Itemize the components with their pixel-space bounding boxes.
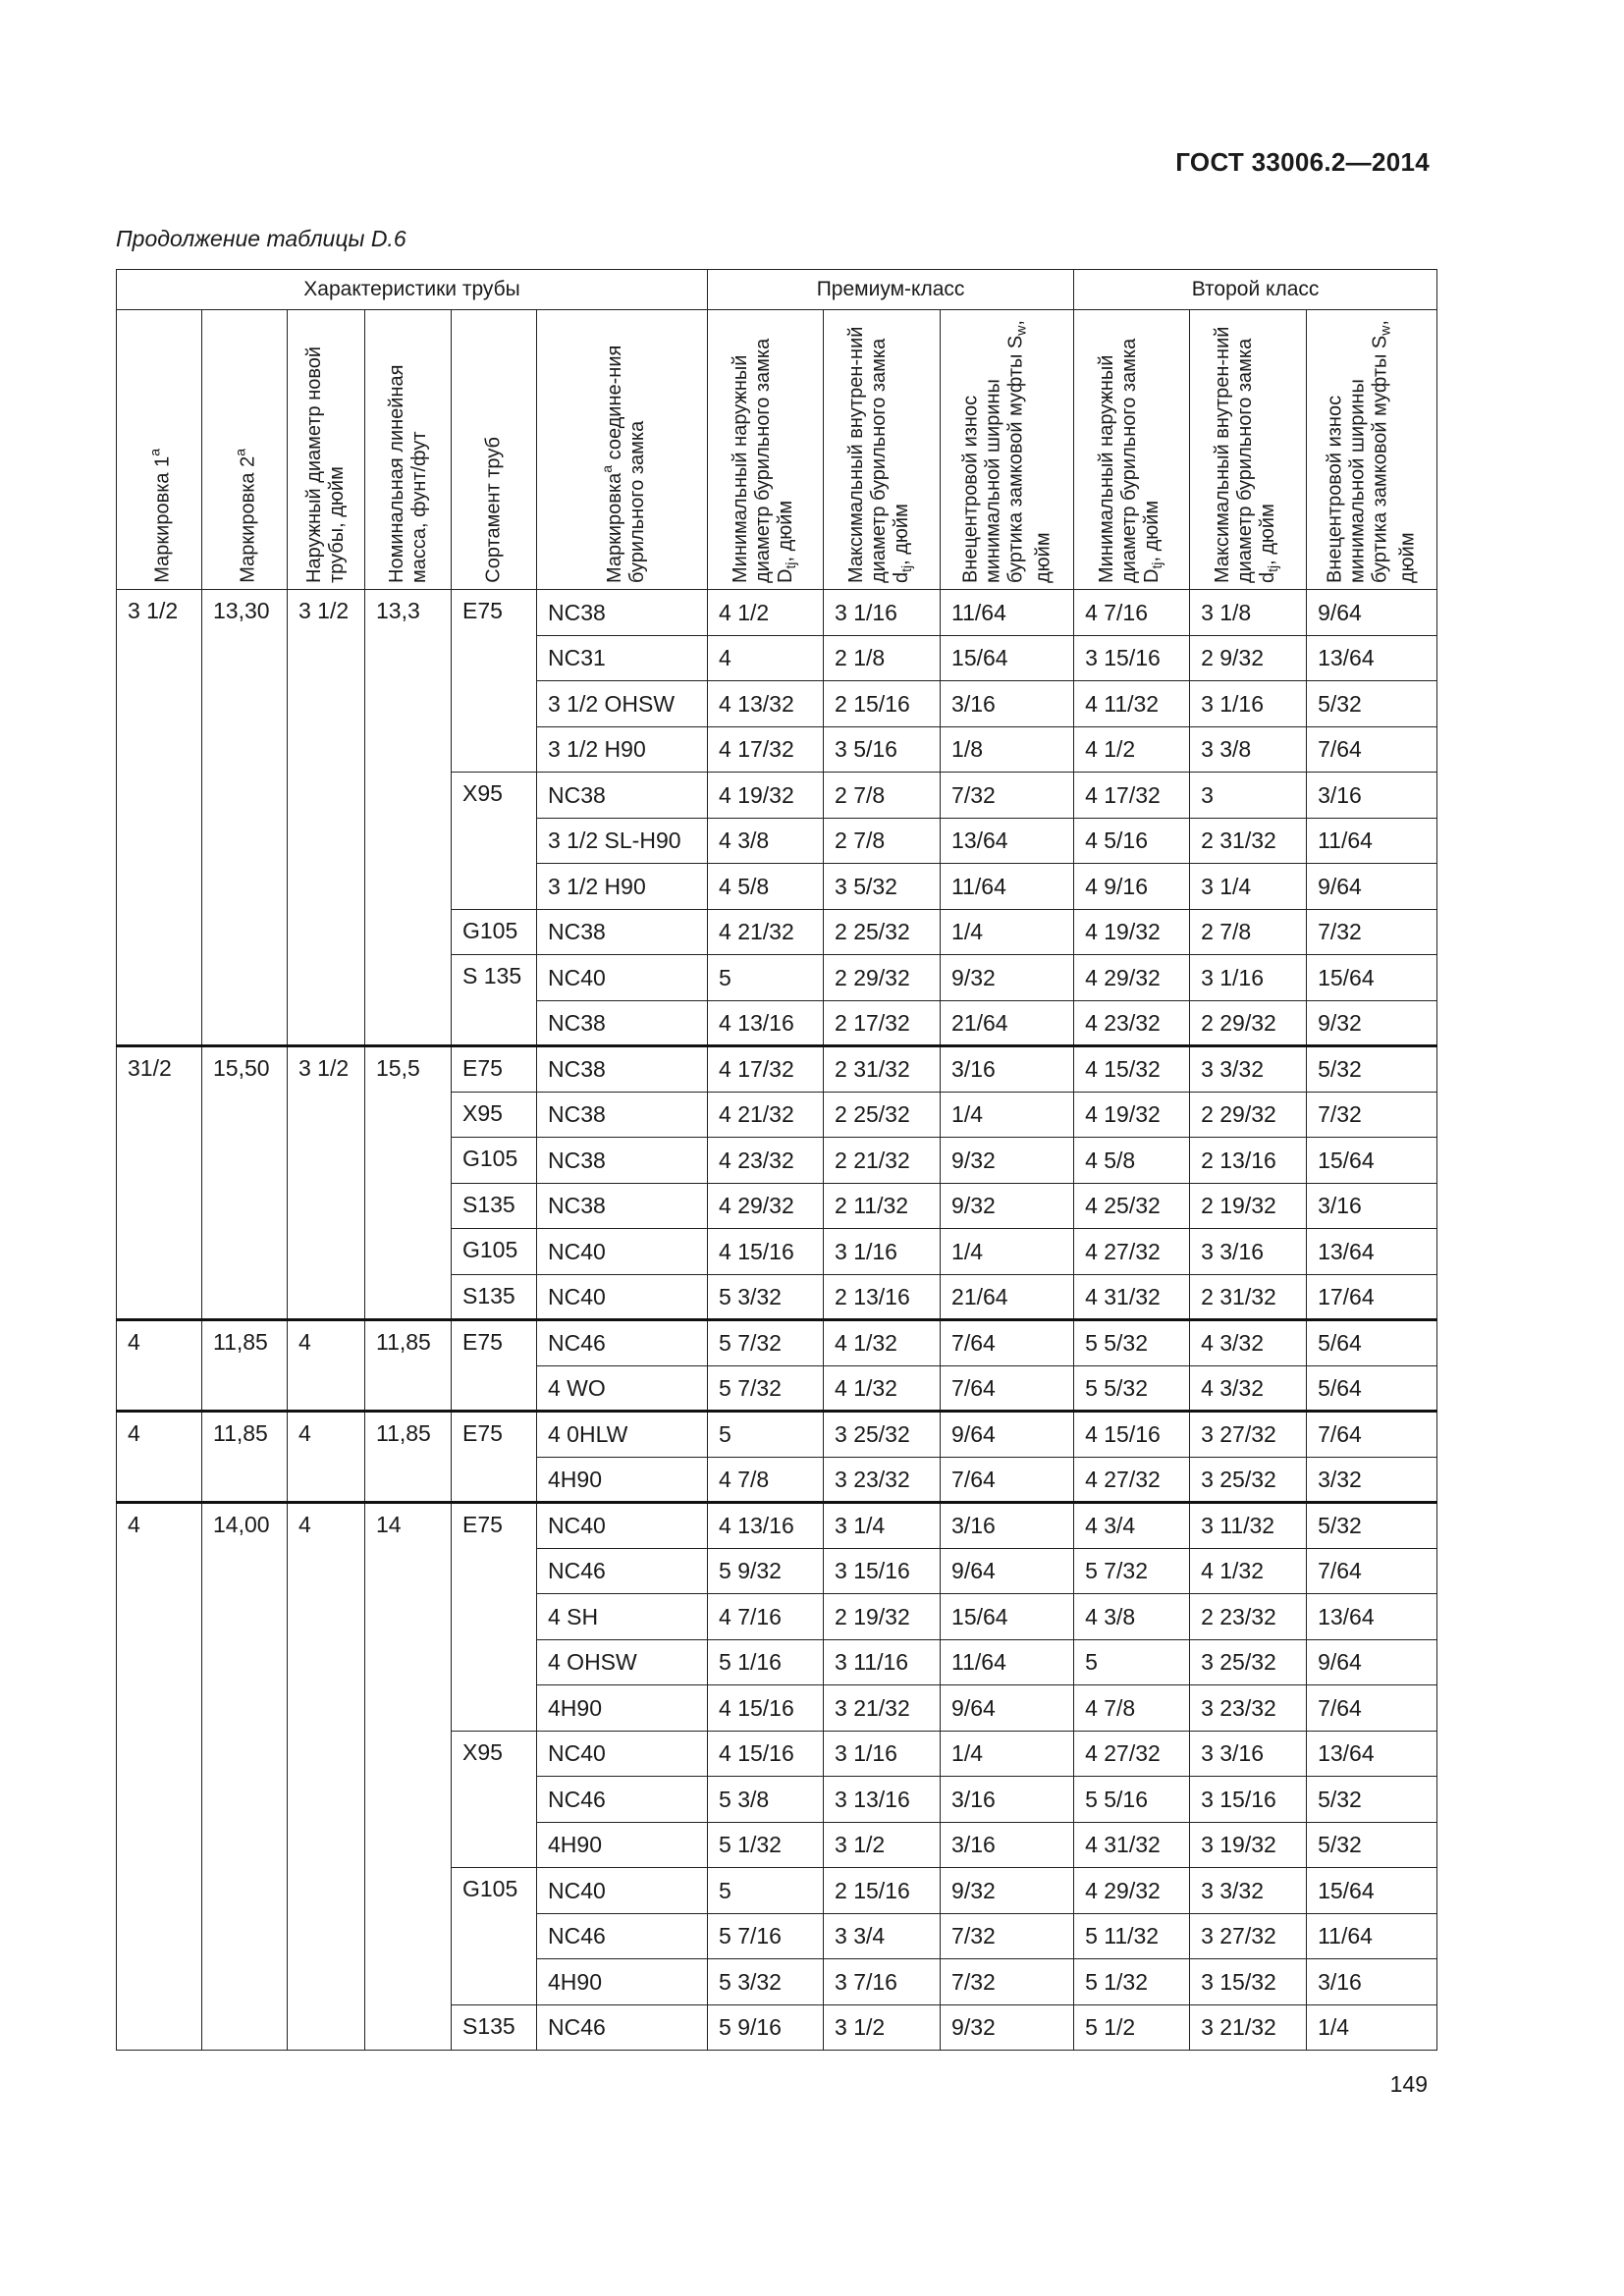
premium-max-id-cell: 3 21/32 — [824, 1685, 941, 1732]
second-min-od-cell: 4 1/2 — [1074, 726, 1190, 773]
premium-wear-cell: 3/16 — [941, 1777, 1074, 1823]
premium-min-od-cell: 4 29/32 — [708, 1183, 824, 1229]
pipe-od-cell: 3 1/2 — [288, 590, 365, 1046]
pipe-mark1-cell: 4 — [117, 1503, 202, 2051]
grade-cell: E75 — [452, 1320, 537, 1412]
connection-cell: 3 1/2 H90 — [537, 726, 708, 773]
second-min-od-cell: 4 31/32 — [1074, 1274, 1190, 1320]
premium-wear-cell: 13/64 — [941, 818, 1074, 864]
premium-wear-cell: 11/64 — [941, 1639, 1074, 1685]
premium-min-od-cell: 4 21/32 — [708, 909, 824, 955]
premium-wear-cell: 9/32 — [941, 1138, 1074, 1184]
premium-max-id-cell: 3 1/2 — [824, 1822, 941, 1868]
premium-wear-cell: 9/64 — [941, 1412, 1074, 1458]
connection-cell: NC38 — [537, 1046, 708, 1093]
second-min-od-cell: 5 5/16 — [1074, 1777, 1190, 1823]
page-number: 149 — [1389, 2071, 1428, 2097]
premium-wear-cell: 3/16 — [941, 1046, 1074, 1093]
premium-wear-cell: 9/32 — [941, 1868, 1074, 1914]
col-header-mass: Номинальная линейная масса, фунт/фут — [365, 310, 452, 590]
premium-min-od-cell: 4 13/16 — [708, 1000, 824, 1046]
second-min-od-cell: 5 1/2 — [1074, 2004, 1190, 2051]
second-max-id-cell: 3 21/32 — [1190, 2004, 1307, 2051]
premium-min-od-cell: 5 3/32 — [708, 1959, 824, 2005]
second-min-od-cell: 4 29/32 — [1074, 1868, 1190, 1914]
premium-wear-cell: 9/32 — [941, 955, 1074, 1001]
premium-wear-cell: 1/4 — [941, 1229, 1074, 1275]
premium-max-id-cell: 2 29/32 — [824, 955, 941, 1001]
second-max-id-cell: 2 9/32 — [1190, 635, 1307, 681]
pipe-mark1-cell: 31/2 — [117, 1046, 202, 1320]
second-wear-cell: 5/32 — [1307, 1822, 1437, 1868]
premium-max-id-cell: 2 21/32 — [824, 1138, 941, 1184]
second-max-id-cell: 3 15/32 — [1190, 1959, 1307, 2005]
grade-cell: G105 — [452, 1138, 537, 1184]
pipe-mark2-cell: 11,85 — [202, 1320, 288, 1412]
grade-cell: S135 — [452, 1183, 537, 1229]
col-header-grade: Сортамент труб — [452, 310, 537, 590]
second-min-od-cell: 4 9/16 — [1074, 864, 1190, 910]
col-header-second-min-od: Минимальный наружный диаметр бурильного замка $D_{tj}$, дюйм — [1074, 310, 1190, 590]
connection-cell: 4H90 — [537, 1685, 708, 1732]
premium-min-od-cell: 4 17/32 — [708, 1046, 824, 1093]
second-min-od-cell: 4 3/8 — [1074, 1594, 1190, 1640]
pipe-mark1-cell: 4 — [117, 1412, 202, 1503]
grade-cell: X95 — [452, 1731, 537, 1868]
premium-min-od-cell: 4 13/16 — [708, 1503, 824, 1549]
connection-cell: NC40 — [537, 1868, 708, 1914]
connection-cell: 4H90 — [537, 1822, 708, 1868]
premium-min-od-cell: 4 7/16 — [708, 1594, 824, 1640]
premium-min-od-cell: 4 7/8 — [708, 1457, 824, 1503]
table-row — [117, 1503, 1437, 1549]
second-wear-cell: 15/64 — [1307, 1138, 1437, 1184]
connection-cell: NC38 — [537, 1092, 708, 1138]
second-wear-cell: 5/32 — [1307, 1046, 1437, 1093]
col-header-connection: Маркировка$^а$ соедине-ния бурильного замка — [537, 310, 708, 590]
premium-wear-cell: 9/64 — [941, 1685, 1074, 1732]
second-min-od-cell: 4 7/16 — [1074, 590, 1190, 636]
connection-cell: 3 1/2 H90 — [537, 864, 708, 910]
second-min-od-cell: 4 17/32 — [1074, 773, 1190, 819]
second-min-od-cell: 3 15/16 — [1074, 635, 1190, 681]
second-max-id-cell: 3 3/8 — [1190, 726, 1307, 773]
second-min-od-cell: 4 19/32 — [1074, 1092, 1190, 1138]
pipe-mark2-cell: 11,85 — [202, 1412, 288, 1503]
second-min-od-cell: 4 3/4 — [1074, 1503, 1190, 1549]
second-wear-cell: 11/64 — [1307, 1913, 1437, 1959]
grade-cell: X95 — [452, 1092, 537, 1138]
second-max-id-cell: 3 15/16 — [1190, 1777, 1307, 1823]
connection-cell: NC40 — [537, 1274, 708, 1320]
table-row — [117, 590, 1437, 636]
connection-cell: NC46 — [537, 1320, 708, 1366]
second-wear-cell: 13/64 — [1307, 1594, 1437, 1640]
premium-max-id-cell: 3 3/4 — [824, 1913, 941, 1959]
premium-min-od-cell: 4 5/8 — [708, 864, 824, 910]
second-min-od-cell: 5 1/32 — [1074, 1959, 1190, 2005]
connection-cell: NC38 — [537, 1183, 708, 1229]
premium-max-id-cell: 3 5/32 — [824, 864, 941, 910]
second-max-id-cell: 3 1/8 — [1190, 590, 1307, 636]
connection-cell: NC38 — [537, 590, 708, 636]
table-row — [117, 1320, 1437, 1366]
premium-wear-cell: 21/64 — [941, 1274, 1074, 1320]
premium-min-od-cell: 5 9/16 — [708, 2004, 824, 2051]
premium-max-id-cell: 3 1/4 — [824, 1503, 941, 1549]
second-max-id-cell: 3 1/16 — [1190, 955, 1307, 1001]
premium-wear-cell: 1/4 — [941, 909, 1074, 955]
premium-max-id-cell: 2 13/16 — [824, 1274, 941, 1320]
grade-cell: G105 — [452, 1229, 537, 1275]
second-wear-cell: 7/32 — [1307, 1092, 1437, 1138]
premium-max-id-cell: 3 11/16 — [824, 1639, 941, 1685]
second-min-od-cell: 4 25/32 — [1074, 1183, 1190, 1229]
premium-wear-cell: 11/64 — [941, 590, 1074, 636]
second-min-od-cell: 4 19/32 — [1074, 909, 1190, 955]
second-min-od-cell: 4 5/8 — [1074, 1138, 1190, 1184]
premium-max-id-cell: 2 15/16 — [824, 681, 941, 727]
second-max-id-cell: 3 3/32 — [1190, 1868, 1307, 1914]
second-min-od-cell: 4 5/16 — [1074, 818, 1190, 864]
second-max-id-cell: 4 3/32 — [1190, 1320, 1307, 1366]
premium-max-id-cell: 3 1/16 — [824, 590, 941, 636]
second-wear-cell: 1/4 — [1307, 2004, 1437, 2051]
premium-max-id-cell: 2 11/32 — [824, 1183, 941, 1229]
drill-pipe-table — [116, 269, 1437, 2051]
premium-min-od-cell: 5 7/32 — [708, 1320, 824, 1366]
connection-cell: NC38 — [537, 1000, 708, 1046]
second-wear-cell: 7/64 — [1307, 1412, 1437, 1458]
premium-max-id-cell: 2 15/16 — [824, 1868, 941, 1914]
second-wear-cell: 15/64 — [1307, 1868, 1437, 1914]
group-header-premium: Премиум-класс — [708, 270, 1074, 310]
pipe-mark2-cell: 14,00 — [202, 1503, 288, 2051]
pipe-mass-cell: 11,85 — [365, 1320, 452, 1412]
grade-cell: S135 — [452, 2004, 537, 2051]
grade-cell: G105 — [452, 1868, 537, 2005]
connection-cell: NC46 — [537, 1548, 708, 1594]
premium-max-id-cell: 2 7/8 — [824, 818, 941, 864]
premium-min-od-cell: 4 15/16 — [708, 1731, 824, 1777]
premium-min-od-cell: 5 7/16 — [708, 1913, 824, 1959]
table-caption: Продолжение таблицы D.6 — [116, 226, 406, 251]
premium-min-od-cell: 5 3/32 — [708, 1274, 824, 1320]
connection-cell: NC31 — [537, 635, 708, 681]
premium-max-id-cell: 3 25/32 — [824, 1412, 941, 1458]
premium-wear-cell: 3/16 — [941, 681, 1074, 727]
pipe-od-cell: 4 — [288, 1503, 365, 2051]
connection-cell: NC40 — [537, 955, 708, 1001]
premium-wear-cell: 15/64 — [941, 635, 1074, 681]
connection-cell: NC38 — [537, 773, 708, 819]
premium-wear-cell: 9/32 — [941, 1183, 1074, 1229]
grade-cell: G105 — [452, 909, 537, 955]
col-header-second-wear: Внецентровой износ минимальной ширины буртика замковой муфты $S_w$, дюйм — [1307, 310, 1437, 590]
premium-max-id-cell: 4 1/32 — [824, 1365, 941, 1412]
table-row — [117, 1046, 1437, 1093]
second-wear-cell: 7/32 — [1307, 909, 1437, 955]
premium-wear-cell: 3/16 — [941, 1822, 1074, 1868]
grade-cell: E75 — [452, 590, 537, 773]
premium-wear-cell: 21/64 — [941, 1000, 1074, 1046]
connection-cell: NC40 — [537, 1229, 708, 1275]
premium-max-id-cell: 3 1/16 — [824, 1731, 941, 1777]
premium-wear-cell: 9/64 — [941, 1548, 1074, 1594]
pipe-mark2-cell: 15,50 — [202, 1046, 288, 1320]
second-wear-cell: 3/16 — [1307, 1959, 1437, 2005]
premium-min-od-cell: 5 7/32 — [708, 1365, 824, 1412]
connection-cell: 4 SH — [537, 1594, 708, 1640]
connection-cell: NC46 — [537, 1777, 708, 1823]
pipe-mark1-cell: 3 1/2 — [117, 590, 202, 1046]
premium-max-id-cell: 3 13/16 — [824, 1777, 941, 1823]
premium-max-id-cell: 2 25/32 — [824, 1092, 941, 1138]
second-max-id-cell: 3 — [1190, 773, 1307, 819]
pipe-mass-cell: 15,5 — [365, 1046, 452, 1320]
second-max-id-cell: 4 3/32 — [1190, 1365, 1307, 1412]
connection-cell: 4 OHSW — [537, 1639, 708, 1685]
connection-cell: 4H90 — [537, 1457, 708, 1503]
second-wear-cell: 13/64 — [1307, 635, 1437, 681]
premium-wear-cell: 1/8 — [941, 726, 1074, 773]
second-max-id-cell: 3 27/32 — [1190, 1913, 1307, 1959]
premium-min-od-cell: 4 13/32 — [708, 681, 824, 727]
second-wear-cell: 5/32 — [1307, 1503, 1437, 1549]
premium-wear-cell: 9/32 — [941, 2004, 1074, 2051]
second-wear-cell: 9/32 — [1307, 1000, 1437, 1046]
premium-min-od-cell: 4 — [708, 635, 824, 681]
connection-cell: 3 1/2 SL-H90 — [537, 818, 708, 864]
second-max-id-cell: 3 25/32 — [1190, 1639, 1307, 1685]
second-wear-cell: 5/64 — [1307, 1320, 1437, 1366]
second-max-id-cell: 2 29/32 — [1190, 1000, 1307, 1046]
connection-cell: 4H90 — [537, 1959, 708, 2005]
col-header-premium-max-id: Максимальный внутрен-ний диаметр бурильного замка $d_{tj}$, дюйм — [824, 310, 941, 590]
connection-cell: NC40 — [537, 1731, 708, 1777]
second-max-id-cell: 3 1/4 — [1190, 864, 1307, 910]
premium-max-id-cell: 2 1/8 — [824, 635, 941, 681]
pipe-mass-cell: 13,3 — [365, 590, 452, 1046]
connection-cell: NC46 — [537, 1913, 708, 1959]
second-max-id-cell: 3 25/32 — [1190, 1457, 1307, 1503]
premium-max-id-cell: 3 1/2 — [824, 2004, 941, 2051]
second-min-od-cell: 4 27/32 — [1074, 1731, 1190, 1777]
second-min-od-cell: 4 7/8 — [1074, 1685, 1190, 1732]
second-wear-cell: 9/64 — [1307, 590, 1437, 636]
pipe-mass-cell: 11,85 — [365, 1412, 452, 1503]
second-min-od-cell: 5 5/32 — [1074, 1365, 1190, 1412]
premium-min-od-cell: 5 1/16 — [708, 1639, 824, 1685]
premium-max-id-cell: 2 7/8 — [824, 773, 941, 819]
col-header-premium-wear: Внецентровой износ минимальной ширины буртика замковой муфты $S_w$, дюйм — [941, 310, 1074, 590]
connection-cell: 4 0HLW — [537, 1412, 708, 1458]
second-max-id-cell: 3 27/32 — [1190, 1412, 1307, 1458]
second-wear-cell: 9/64 — [1307, 1639, 1437, 1685]
second-wear-cell: 3/16 — [1307, 1183, 1437, 1229]
col-header-od: Наружный диаметр новой трубы, дюйм — [288, 310, 365, 590]
second-min-od-cell: 5 11/32 — [1074, 1913, 1190, 1959]
second-wear-cell: 13/64 — [1307, 1731, 1437, 1777]
col-header-second-max-id: Максимальный внутрен-ний диаметр бурильного замка $d_{tj}$, дюйм — [1190, 310, 1307, 590]
second-min-od-cell: 4 23/32 — [1074, 1000, 1190, 1046]
premium-wear-cell: 7/64 — [941, 1365, 1074, 1412]
second-wear-cell: 3/16 — [1307, 773, 1437, 819]
second-max-id-cell: 2 7/8 — [1190, 909, 1307, 955]
premium-min-od-cell: 5 — [708, 955, 824, 1001]
second-wear-cell: 3/32 — [1307, 1457, 1437, 1503]
group-header-pipe: Характеристики трубы — [117, 270, 708, 310]
premium-max-id-cell: 3 7/16 — [824, 1959, 941, 2005]
grade-cell: E75 — [452, 1503, 537, 1732]
premium-max-id-cell: 2 17/32 — [824, 1000, 941, 1046]
second-min-od-cell: 4 11/32 — [1074, 681, 1190, 727]
premium-wear-cell: 11/64 — [941, 864, 1074, 910]
col-header-mark2: Маркировка $2^а$ — [202, 310, 288, 590]
pipe-od-cell: 4 — [288, 1320, 365, 1412]
premium-min-od-cell: 5 — [708, 1868, 824, 1914]
pipe-mark2-cell: 13,30 — [202, 590, 288, 1046]
grade-cell: E75 — [452, 1046, 537, 1093]
premium-wear-cell: 3/16 — [941, 1503, 1074, 1549]
premium-max-id-cell: 3 1/16 — [824, 1229, 941, 1275]
second-wear-cell: 5/32 — [1307, 681, 1437, 727]
premium-min-od-cell: 5 1/32 — [708, 1822, 824, 1868]
premium-min-od-cell: 4 23/32 — [708, 1138, 824, 1184]
premium-wear-cell: 7/32 — [941, 773, 1074, 819]
grade-cell: E75 — [452, 1412, 537, 1503]
premium-max-id-cell: 2 19/32 — [824, 1594, 941, 1640]
premium-max-id-cell: 2 25/32 — [824, 909, 941, 955]
second-wear-cell: 7/64 — [1307, 1548, 1437, 1594]
premium-min-od-cell: 5 9/32 — [708, 1548, 824, 1594]
second-wear-cell: 7/64 — [1307, 1685, 1437, 1732]
connection-cell: NC40 — [537, 1503, 708, 1549]
second-wear-cell: 5/64 — [1307, 1365, 1437, 1412]
second-min-od-cell: 4 31/32 — [1074, 1822, 1190, 1868]
second-min-od-cell: 5 7/32 — [1074, 1548, 1190, 1594]
second-max-id-cell: 2 31/32 — [1190, 818, 1307, 864]
second-min-od-cell: 4 27/32 — [1074, 1229, 1190, 1275]
premium-wear-cell: 1/4 — [941, 1731, 1074, 1777]
second-wear-cell: 11/64 — [1307, 818, 1437, 864]
col-header-premium-min-od: Минимальный наружный диаметр бурильного замка $D_{tj}$, дюйм — [708, 310, 824, 590]
second-wear-cell: 17/64 — [1307, 1274, 1437, 1320]
pipe-od-cell: 3 1/2 — [288, 1046, 365, 1320]
second-max-id-cell: 3 11/32 — [1190, 1503, 1307, 1549]
second-min-od-cell: 4 15/16 — [1074, 1412, 1190, 1458]
standard-number: ГОСТ 33006.2—2014 — [1175, 147, 1430, 177]
connection-cell: NC38 — [537, 1138, 708, 1184]
second-max-id-cell: 3 3/32 — [1190, 1046, 1307, 1093]
second-min-od-cell: 5 5/32 — [1074, 1320, 1190, 1366]
grade-cell: S 135 — [452, 955, 537, 1046]
premium-min-od-cell: 5 3/8 — [708, 1777, 824, 1823]
connection-cell: 3 1/2 OHSW — [537, 681, 708, 727]
premium-wear-cell: 7/32 — [941, 1959, 1074, 2005]
col-header-mark1: Маркировка $1^а$ — [117, 310, 202, 590]
premium-wear-cell: 1/4 — [941, 1092, 1074, 1138]
premium-max-id-cell: 4 1/32 — [824, 1320, 941, 1366]
premium-min-od-cell: 4 15/16 — [708, 1229, 824, 1275]
premium-wear-cell: 7/32 — [941, 1913, 1074, 1959]
pipe-od-cell: 4 — [288, 1412, 365, 1503]
second-wear-cell: 7/64 — [1307, 726, 1437, 773]
grade-cell: X95 — [452, 773, 537, 910]
premium-max-id-cell: 3 15/16 — [824, 1548, 941, 1594]
grade-cell: S135 — [452, 1274, 537, 1320]
second-wear-cell: 13/64 — [1307, 1229, 1437, 1275]
premium-wear-cell: 7/64 — [941, 1320, 1074, 1366]
premium-wear-cell: 7/64 — [941, 1457, 1074, 1503]
second-max-id-cell: 4 1/32 — [1190, 1548, 1307, 1594]
second-min-od-cell: 4 29/32 — [1074, 955, 1190, 1001]
second-max-id-cell: 3 3/16 — [1190, 1731, 1307, 1777]
premium-min-od-cell: 5 — [708, 1412, 824, 1458]
premium-min-od-cell: 4 17/32 — [708, 726, 824, 773]
premium-max-id-cell: 3 23/32 — [824, 1457, 941, 1503]
pipe-mark1-cell: 4 — [117, 1320, 202, 1412]
second-max-id-cell: 2 29/32 — [1190, 1092, 1307, 1138]
premium-max-id-cell: 3 5/16 — [824, 726, 941, 773]
premium-max-id-cell: 2 31/32 — [824, 1046, 941, 1093]
premium-min-od-cell: 4 21/32 — [708, 1092, 824, 1138]
second-max-id-cell: 3 1/16 — [1190, 681, 1307, 727]
table-row — [117, 1412, 1437, 1458]
second-wear-cell: 15/64 — [1307, 955, 1437, 1001]
group-header-second: Второй класс — [1074, 270, 1437, 310]
premium-wear-cell: 15/64 — [941, 1594, 1074, 1640]
second-max-id-cell: 3 3/16 — [1190, 1229, 1307, 1275]
second-max-id-cell: 3 19/32 — [1190, 1822, 1307, 1868]
second-min-od-cell: 5 — [1074, 1639, 1190, 1685]
second-max-id-cell: 2 23/32 — [1190, 1594, 1307, 1640]
second-min-od-cell: 4 15/32 — [1074, 1046, 1190, 1093]
connection-cell: NC46 — [537, 2004, 708, 2051]
pipe-mass-cell: 14 — [365, 1503, 452, 2051]
second-max-id-cell: 2 31/32 — [1190, 1274, 1307, 1320]
table-body — [117, 590, 1437, 2051]
premium-min-od-cell: 4 3/8 — [708, 818, 824, 864]
second-max-id-cell: 3 23/32 — [1190, 1685, 1307, 1732]
second-min-od-cell: 4 27/32 — [1074, 1457, 1190, 1503]
second-wear-cell: 5/32 — [1307, 1777, 1437, 1823]
premium-min-od-cell: 4 1/2 — [708, 590, 824, 636]
connection-cell: NC38 — [537, 909, 708, 955]
premium-min-od-cell: 4 15/16 — [708, 1685, 824, 1732]
second-max-id-cell: 2 19/32 — [1190, 1183, 1307, 1229]
second-max-id-cell: 2 13/16 — [1190, 1138, 1307, 1184]
connection-cell: 4 WO — [537, 1365, 708, 1412]
second-wear-cell: 9/64 — [1307, 864, 1437, 910]
premium-min-od-cell: 4 19/32 — [708, 773, 824, 819]
